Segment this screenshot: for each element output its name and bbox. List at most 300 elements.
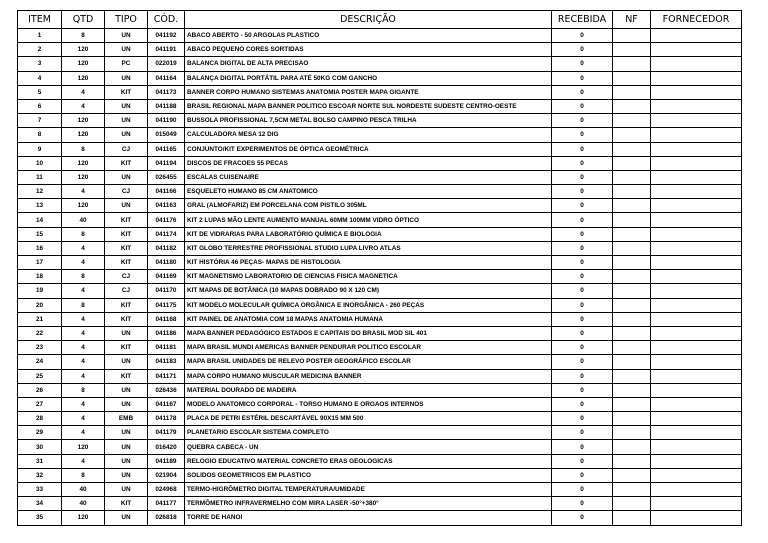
cell-item: 21 (18, 312, 62, 326)
cell-cod: 041170 (148, 284, 185, 298)
cell-nf (613, 426, 651, 440)
cell-nf (613, 156, 651, 170)
cell-fornecedor (651, 114, 742, 128)
cell-fornecedor (651, 511, 742, 525)
cell-fornecedor (651, 412, 742, 426)
table-row (18, 213, 742, 227)
cell-fornecedor (651, 142, 742, 156)
cell-qtd: 120 (62, 170, 105, 184)
table-row (18, 71, 742, 85)
cell-fornecedor (651, 270, 742, 284)
cell-cod: 041194 (148, 156, 185, 170)
cell-item: 18 (18, 270, 62, 284)
cell-nf (613, 227, 651, 241)
cell-nf (613, 284, 651, 298)
cell-cod: 024968 (148, 483, 185, 497)
cell-fornecedor (651, 341, 742, 355)
cell-tipo: UN (105, 426, 148, 440)
cell-cod: 041183 (148, 355, 185, 369)
cell-cod: 041165 (148, 142, 185, 156)
cell-qtd: 120 (62, 511, 105, 525)
cell-fornecedor (651, 213, 742, 227)
cell-item: 13 (18, 199, 62, 213)
cell-tipo: UN (105, 440, 148, 454)
cell-cod: 041181 (148, 341, 185, 355)
cell-descricao: ESQUELETO HUMANO 85 CM ANATOMICO (185, 185, 552, 199)
cell-recebida: 0 (552, 426, 613, 440)
cell-nf (613, 270, 651, 284)
cell-nf (613, 213, 651, 227)
table-row (18, 497, 742, 511)
table-row (18, 185, 742, 199)
table-row (18, 355, 742, 369)
cell-item: 24 (18, 355, 62, 369)
cell-fornecedor (651, 383, 742, 397)
cell-tipo: KIT (105, 241, 148, 255)
cell-descricao: KIT GLOBO TERRESTRE PROFISSIONAL STUDIO LUPA LIVRO ATLAS (185, 241, 552, 255)
cell-descricao: KIT PAINEL DE ANATOMIA COM 18 MAPAS ANATOMIA HUMANA (185, 312, 552, 326)
cell-qtd: 120 (62, 57, 105, 71)
cell-tipo: KIT (105, 213, 148, 227)
cell-descricao: TERMO-HIGRÔMETRO DIGITAL TEMPERATURA/UMIDADE (185, 483, 552, 497)
cell-cod: 022019 (148, 57, 185, 71)
cell-tipo: CJ (105, 185, 148, 199)
cell-recebida: 0 (552, 43, 613, 57)
cell-tipo: UN (105, 199, 148, 213)
cell-nf (613, 99, 651, 113)
cell-cod: 016420 (148, 440, 185, 454)
cell-tipo: UN (105, 29, 148, 43)
cell-descricao: KIT MODELO MOLECULAR QUÍMICA ORGÂNICA E INORGÂNICA - 260 PEÇAS (185, 298, 552, 312)
cell-nf (613, 170, 651, 184)
cell-fornecedor (651, 71, 742, 85)
cell-qtd: 4 (62, 326, 105, 340)
cell-fornecedor (651, 369, 742, 383)
cell-qtd: 8 (62, 298, 105, 312)
cell-tipo: UN (105, 454, 148, 468)
table-row (18, 29, 742, 43)
header-fornecedor: FORNECEDOR (651, 11, 742, 29)
cell-cod: 041167 (148, 397, 185, 411)
cell-descricao: KIT DE VIDRARIAS PARA LABORATÓRIO QUÍMICA E BIOLOGIA (185, 227, 552, 241)
cell-qtd: 120 (62, 128, 105, 142)
cell-cod: 041164 (148, 71, 185, 85)
cell-tipo: UN (105, 355, 148, 369)
cell-qtd: 4 (62, 256, 105, 270)
table-row (18, 454, 742, 468)
cell-nf (613, 468, 651, 482)
cell-item: 4 (18, 71, 62, 85)
header-row (18, 11, 742, 29)
cell-recebida: 0 (552, 298, 613, 312)
table-row (18, 426, 742, 440)
cell-qtd: 8 (62, 270, 105, 284)
cell-recebida: 0 (552, 326, 613, 340)
cell-item: 23 (18, 341, 62, 355)
cell-qtd: 120 (62, 71, 105, 85)
table-row (18, 57, 742, 71)
cell-fornecedor (651, 497, 742, 511)
cell-recebida: 0 (552, 256, 613, 270)
cell-cod: 041180 (148, 256, 185, 270)
cell-qtd: 4 (62, 355, 105, 369)
cell-cod: 041186 (148, 326, 185, 340)
cell-recebida: 0 (552, 284, 613, 298)
cell-cod: 041174 (148, 227, 185, 241)
cell-item: 16 (18, 241, 62, 255)
table-row (18, 270, 742, 284)
table-row (18, 369, 742, 383)
cell-cod: 041192 (148, 29, 185, 43)
cell-qtd: 8 (62, 468, 105, 482)
cell-nf (613, 199, 651, 213)
cell-descricao: MODELO ANATOMICO CORPORAL - TORSO HUMANO E ORGAOS INTERNOS (185, 397, 552, 411)
cell-recebida: 0 (552, 99, 613, 113)
cell-fornecedor (651, 454, 742, 468)
cell-nf (613, 298, 651, 312)
table-row (18, 341, 742, 355)
cell-recebida: 0 (552, 270, 613, 284)
cell-recebida: 0 (552, 29, 613, 43)
cell-item: 5 (18, 85, 62, 99)
cell-nf (613, 57, 651, 71)
cell-tipo: UN (105, 170, 148, 184)
cell-cod: 041182 (148, 241, 185, 255)
cell-nf (613, 142, 651, 156)
cell-descricao: ESCALAS CUISENAIRE (185, 170, 552, 184)
cell-qtd: 4 (62, 99, 105, 113)
table-row (18, 85, 742, 99)
cell-descricao: ABACO PEQUENO CORES SORTIDAS (185, 43, 552, 57)
cell-tipo: CJ (105, 270, 148, 284)
cell-nf (613, 454, 651, 468)
cell-fornecedor (651, 355, 742, 369)
cell-descricao: BANNER CORPO HUMANO SISTEMAS ANATOMIA POSTER MAPA GIGANTE (185, 85, 552, 99)
cell-descricao: MAPA BRASIL UNIDADES DE RELEVO POSTER GEOGRÁFICO ESCOLAR (185, 355, 552, 369)
cell-qtd: 4 (62, 312, 105, 326)
cell-cod: 041191 (148, 43, 185, 57)
cell-descricao: ABACO ABERTO - 50 ARGOLAS PLASTICO (185, 29, 552, 43)
cell-item: 15 (18, 227, 62, 241)
cell-item: 8 (18, 128, 62, 142)
cell-descricao: PLACA DE PETRI ESTÉRIL DESCARTÁVEL 90X15 MM 500 (185, 412, 552, 426)
cell-cod: 015049 (148, 128, 185, 142)
cell-fornecedor (651, 128, 742, 142)
table-row (18, 440, 742, 454)
cell-tipo: UN (105, 326, 148, 340)
cell-descricao: MAPA BRASIL MUNDI AMERICAS BANNER PENDURAR POLITICO ESCOLAR (185, 341, 552, 355)
cell-fornecedor (651, 227, 742, 241)
header-tipo: TIPO (105, 11, 148, 29)
cell-nf (613, 185, 651, 199)
cell-recebida: 0 (552, 85, 613, 99)
table-row (18, 412, 742, 426)
cell-fornecedor (651, 256, 742, 270)
cell-recebida: 0 (552, 341, 613, 355)
table-row (18, 199, 742, 213)
cell-nf (613, 71, 651, 85)
header-nf: NF (613, 11, 651, 29)
table-row (18, 511, 742, 525)
cell-cod: 026436 (148, 383, 185, 397)
cell-item: 26 (18, 383, 62, 397)
cell-recebida: 0 (552, 355, 613, 369)
cell-nf (613, 241, 651, 255)
cell-recebida: 0 (552, 497, 613, 511)
cell-fornecedor (651, 298, 742, 312)
cell-qtd: 120 (62, 440, 105, 454)
cell-nf (613, 312, 651, 326)
cell-nf (613, 128, 651, 142)
cell-item: 10 (18, 156, 62, 170)
cell-fornecedor (651, 170, 742, 184)
header-recebida: RECEBIDA (552, 11, 613, 29)
cell-qtd: 40 (62, 213, 105, 227)
cell-qtd: 40 (62, 497, 105, 511)
cell-recebida: 0 (552, 312, 613, 326)
cell-recebida: 0 (552, 170, 613, 184)
table-row (18, 114, 742, 128)
table-row (18, 128, 742, 142)
cell-item: 35 (18, 511, 62, 525)
cell-item: 7 (18, 114, 62, 128)
cell-qtd: 4 (62, 426, 105, 440)
cell-tipo: KIT (105, 497, 148, 511)
cell-fornecedor (651, 99, 742, 113)
cell-tipo: UN (105, 511, 148, 525)
cell-descricao: DISCOS DE FRACOES 55 PECAS (185, 156, 552, 170)
cell-tipo: UN (105, 43, 148, 57)
cell-tipo: KIT (105, 312, 148, 326)
cell-cod: 041188 (148, 99, 185, 113)
cell-recebida: 0 (552, 142, 613, 156)
table-row (18, 284, 742, 298)
table-header (18, 11, 742, 29)
cell-qtd: 8 (62, 142, 105, 156)
cell-cod: 041171 (148, 369, 185, 383)
table-row (18, 99, 742, 113)
cell-qtd: 8 (62, 29, 105, 43)
cell-descricao: BALANCA DIGITAL DE ALTA PRECISAO (185, 57, 552, 71)
table-body (18, 29, 742, 526)
cell-cod: 026455 (148, 170, 185, 184)
cell-cod: 041173 (148, 85, 185, 99)
cell-qtd: 120 (62, 43, 105, 57)
cell-descricao: QUEBRA CABECA - UN (185, 440, 552, 454)
cell-descricao: KIT HISTÓRIA 46 PEÇAS- MAPAS DE HISTOLOGIA (185, 256, 552, 270)
cell-tipo: EMB (105, 412, 148, 426)
cell-nf (613, 383, 651, 397)
cell-recebida: 0 (552, 156, 613, 170)
table-row (18, 326, 742, 340)
table-row (18, 468, 742, 482)
cell-item: 1 (18, 29, 62, 43)
cell-tipo: UN (105, 397, 148, 411)
cell-recebida: 0 (552, 128, 613, 142)
cell-item: 12 (18, 185, 62, 199)
cell-cod: 026818 (148, 511, 185, 525)
cell-item: 14 (18, 213, 62, 227)
cell-nf (613, 85, 651, 99)
cell-fornecedor (651, 156, 742, 170)
cell-nf (613, 29, 651, 43)
cell-qtd: 8 (62, 227, 105, 241)
cell-cod: 041176 (148, 213, 185, 227)
cell-fornecedor (651, 483, 742, 497)
cell-fornecedor (651, 440, 742, 454)
cell-nf (613, 397, 651, 411)
cell-tipo: KIT (105, 85, 148, 99)
cell-nf (613, 483, 651, 497)
cell-recebida: 0 (552, 483, 613, 497)
header-descricao: DESCRIÇÃO (185, 11, 552, 29)
cell-tipo: KIT (105, 369, 148, 383)
cell-item: 17 (18, 256, 62, 270)
cell-qtd: 8 (62, 383, 105, 397)
cell-descricao: BUSSOLA PROFISSIONAL 7,5CM METAL BOLSO CAMPINO PESCA TRILHA (185, 114, 552, 128)
table-row (18, 383, 742, 397)
cell-recebida: 0 (552, 468, 613, 482)
cell-item: 31 (18, 454, 62, 468)
cell-qtd: 120 (62, 199, 105, 213)
cell-recebida: 0 (552, 412, 613, 426)
table-row (18, 227, 742, 241)
cell-cod: 041178 (148, 412, 185, 426)
cell-tipo: KIT (105, 156, 148, 170)
cell-item: 6 (18, 99, 62, 113)
cell-tipo: UN (105, 128, 148, 142)
cell-nf (613, 326, 651, 340)
cell-descricao: CONJUNTO/KIT EXPERIMENTOS DE ÓPTICA GEOMÉTRICA (185, 142, 552, 156)
cell-tipo: KIT (105, 298, 148, 312)
cell-recebida: 0 (552, 369, 613, 383)
cell-qtd: 40 (62, 483, 105, 497)
cell-descricao: MATERIAL DOURADO DE MADEIRA (185, 383, 552, 397)
cell-fornecedor (651, 57, 742, 71)
cell-tipo: KIT (105, 227, 148, 241)
cell-recebida: 0 (552, 511, 613, 525)
cell-tipo: UN (105, 383, 148, 397)
table-row (18, 397, 742, 411)
cell-tipo: CJ (105, 142, 148, 156)
cell-nf (613, 440, 651, 454)
cell-tipo: PC (105, 57, 148, 71)
table-row (18, 312, 742, 326)
table-row (18, 256, 742, 270)
cell-item: 2 (18, 43, 62, 57)
header-qtd: QTD (62, 11, 105, 29)
cell-qtd: 4 (62, 185, 105, 199)
cell-fornecedor (651, 199, 742, 213)
cell-item: 34 (18, 497, 62, 511)
cell-fornecedor (651, 241, 742, 255)
cell-cod: 041175 (148, 298, 185, 312)
cell-recebida: 0 (552, 383, 613, 397)
cell-nf (613, 355, 651, 369)
cell-qtd: 4 (62, 369, 105, 383)
cell-cod: 041169 (148, 270, 185, 284)
table-row (18, 142, 742, 156)
cell-cod: 041163 (148, 199, 185, 213)
cell-qtd: 4 (62, 241, 105, 255)
cell-descricao: TORRE DE HANOI (185, 511, 552, 525)
cell-item: 32 (18, 468, 62, 482)
cell-nf (613, 114, 651, 128)
cell-tipo: CJ (105, 284, 148, 298)
cell-qtd: 4 (62, 341, 105, 355)
cell-cod: 041190 (148, 114, 185, 128)
table-row (18, 241, 742, 255)
cell-nf (613, 341, 651, 355)
items-table (17, 10, 742, 526)
cell-nf (613, 369, 651, 383)
table-row (18, 156, 742, 170)
cell-descricao: KIT 2 LUPAS MÃO LENTE AUMENTO MANUAL 60MM 100MM VIDRO ÓPTICO (185, 213, 552, 227)
cell-descricao: CALCULADORA MESA 12 DIG (185, 128, 552, 142)
cell-recebida: 0 (552, 213, 613, 227)
cell-item: 3 (18, 57, 62, 71)
cell-recebida: 0 (552, 454, 613, 468)
cell-descricao: KIT MAGNETISMO LABORATORIO DE CIENCIAS FISICA MAGNETICA (185, 270, 552, 284)
header-cod: CÓD. (148, 11, 185, 29)
table-row (18, 298, 742, 312)
cell-cod: 041189 (148, 454, 185, 468)
cell-qtd: 120 (62, 114, 105, 128)
cell-descricao: PLANETARIO ESCOLAR SISTEMA COMPLETO (185, 426, 552, 440)
cell-item: 25 (18, 369, 62, 383)
cell-nf (613, 256, 651, 270)
cell-fornecedor (651, 468, 742, 482)
cell-recebida: 0 (552, 71, 613, 85)
cell-nf (613, 497, 651, 511)
cell-nf (613, 43, 651, 57)
cell-nf (613, 412, 651, 426)
cell-cod: 041168 (148, 312, 185, 326)
table-row (18, 170, 742, 184)
cell-fornecedor (651, 426, 742, 440)
cell-qtd: 4 (62, 284, 105, 298)
cell-item: 20 (18, 298, 62, 312)
cell-tipo: UN (105, 99, 148, 113)
cell-item: 11 (18, 170, 62, 184)
cell-tipo: UN (105, 483, 148, 497)
cell-tipo: KIT (105, 341, 148, 355)
cell-descricao: TERMÔMETRO INFRAVERMELHO COM MIRA LASER -50°+380° (185, 497, 552, 511)
cell-recebida: 0 (552, 57, 613, 71)
cell-cod: 021904 (148, 468, 185, 482)
cell-nf (613, 511, 651, 525)
cell-item: 27 (18, 397, 62, 411)
header-item: ITEM (18, 11, 62, 29)
cell-descricao: MAPA BANNER PEDAGÓGICO ESTADOS E CAPITAIS DO BRASIL MOD SIL 401 (185, 326, 552, 340)
cell-recebida: 0 (552, 199, 613, 213)
cell-fornecedor (651, 326, 742, 340)
cell-item: 22 (18, 326, 62, 340)
cell-descricao: KIT MAPAS DE BOTÂNICA (10 MAPAS DOBRADO 90 X 120 CM) (185, 284, 552, 298)
cell-qtd: 120 (62, 156, 105, 170)
cell-item: 19 (18, 284, 62, 298)
cell-descricao: BALANÇA DIGITAL PORTÁTIL PARA ATÉ 50KG COM GANCHO (185, 71, 552, 85)
cell-item: 28 (18, 412, 62, 426)
cell-qtd: 4 (62, 397, 105, 411)
cell-recebida: 0 (552, 114, 613, 128)
cell-fornecedor (651, 397, 742, 411)
cell-descricao: SOLIDOS GEOMETRICOS EM PLASTICO (185, 468, 552, 482)
cell-tipo: UN (105, 468, 148, 482)
cell-tipo: UN (105, 114, 148, 128)
cell-fornecedor (651, 185, 742, 199)
cell-item: 29 (18, 426, 62, 440)
